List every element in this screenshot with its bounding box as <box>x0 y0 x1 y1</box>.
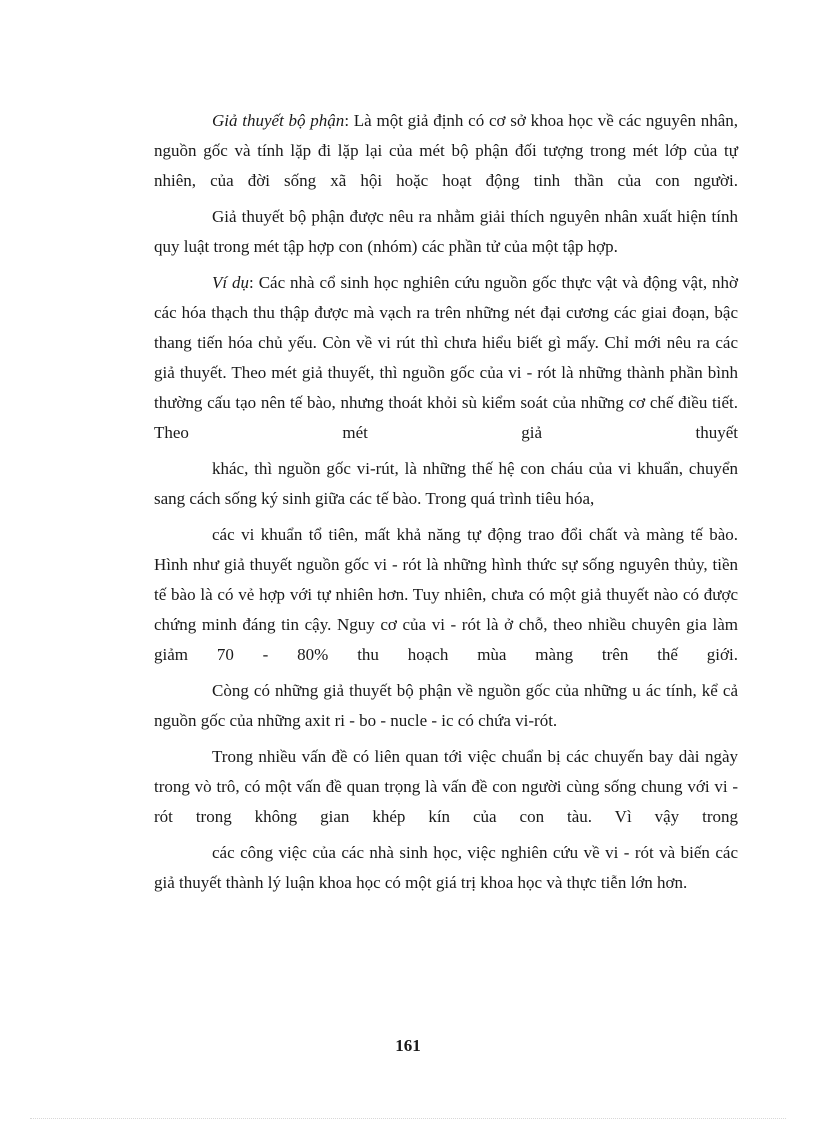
paragraph-text: Trong nhiều vấn đề có liên quan tới việc chuẩn bị các chuyến bay dài ngày trong vò trô, có một vấn đề quan trọng là vấn đề con người cùng sống chung với vi - rót trong không gian khép kín của con tàu. Vì vậy trong <box>154 747 738 826</box>
page-number: 161 <box>395 1036 421 1055</box>
paragraph-text: Giả thuyết bộ phận được nêu ra nhằm giải thích nguyên nhân xuất hiện tính quy luật trong mét tập hợp con (nhóm) các phần tử của một tập hợp. <box>154 207 738 256</box>
paragraph-text: các vi khuẩn tổ tiên, mất khả năng tự động trao đổi chất và màng tế bào. Hình như giả thuyết nguồn gốc vi - rót là những hình thức sự sống nguyên thủy, tiền tế bào là có vẻ hợp với tự nhiên hơn. Tuy nhiên, chưa có một giả thuyết nào có được chứng minh đáng tin cậy. Nguy cơ của vi - rót là ở chỗ, theo nhiều chuyên gia làm giảm 70 - 80% thu hoạch mùa màng trên thế giới. <box>154 525 738 664</box>
paragraph-partial-hypothesis-purpose <box>154 202 738 262</box>
paragraph-text: : Là một giả định có cơ sở khoa học về các nguyên nhân, nguồn gốc và tính lặp đi lặp lại của mét bộ phận đối tượng trong mét lớp của tự nhiên, của đời sống xã hội hoặc hoạt động tinh thần của con người. <box>154 111 739 190</box>
paragraph-example-continued-2 <box>154 520 738 670</box>
paragraph-space-flights-continued <box>154 838 738 898</box>
italic-lead-term: Ví dụ <box>212 273 250 292</box>
paragraph-partial-hypothesis-definition <box>154 106 738 196</box>
paragraph-malignant-tumors <box>154 676 738 736</box>
page-bottom-divider <box>30 1118 786 1119</box>
paragraph-text: các công việc của các nhà sinh học, việc nghiên cứu về vi - rót và biến các giả thuyết thành lý luận khoa học có một giá trị khoa học và thực tiễn lớn hơn. <box>154 843 738 892</box>
paragraph-example-continued-1 <box>154 454 738 514</box>
paragraph-text: khác, thì nguồn gốc vi-rút, là những thế hệ con cháu của vi khuẩn, chuyển sang cách sống ký sinh giữa các tế bào. Trong quá trình tiêu hóa, <box>154 459 738 508</box>
paragraph-text: : Các nhà cổ sinh học nghiên cứu nguồn gốc thực vật và động vật, nhờ các hóa thạch thu thập được mà vạch ra trên những nét đại cương các giai đoạn, bậc thang tiến hóa chủ yếu. Còn về vi rút thì chưa hiểu biết gì mấy. Chỉ mới nêu ra các giả thuyết. Theo mét giả thuyết, thì nguồn gốc của vi - rót là những thành phần bình thường cấu tạo nên tế bào, nhưng thoát khỏi sù kiểm soát của những cơ chế điều tiết. Theo mét giả thuyết <box>154 273 738 442</box>
paragraph-example <box>154 268 738 448</box>
body-text <box>154 106 738 904</box>
paragraph-space-flights <box>154 742 738 832</box>
paragraph-text: Còng có những giả thuyết bộ phận về nguồn gốc của những u ác tính, kể cả nguồn gốc của những axit ri - bo - nucle - ic có chứa vi-rót. <box>154 681 738 730</box>
italic-lead-term: Giả thuyết bộ phận <box>212 111 345 130</box>
